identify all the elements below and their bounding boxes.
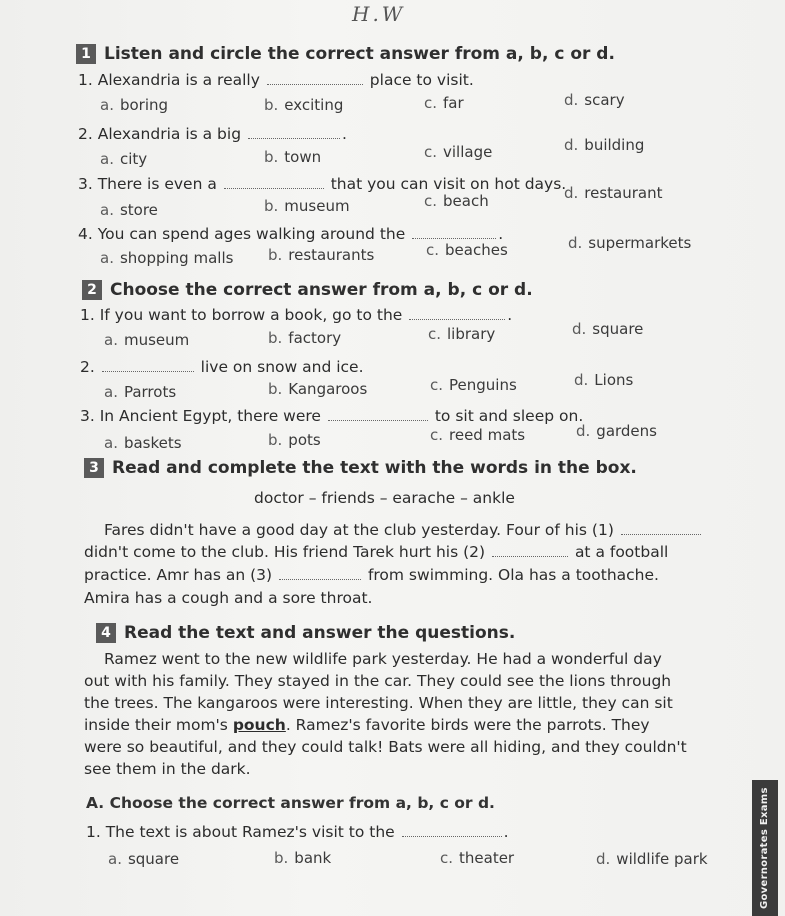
s1-q1-option-d[interactable]: d. scary	[564, 91, 625, 109]
s2-q2-option-d[interactable]: d. Lions	[574, 371, 634, 389]
section-3-title: Read and complete the text with the words in the box.	[112, 458, 637, 478]
section-2-title: Choose the correct answer from a, b, c or d.	[110, 280, 533, 300]
s1-q4-blank[interactable]	[412, 224, 496, 239]
s2-q1-option-c[interactable]: c. library	[428, 325, 496, 343]
s4-question-1	[86, 822, 509, 841]
s1-q2-option-d[interactable]: d. building	[564, 136, 645, 154]
s4-q1-option-c[interactable]: c. theater	[440, 849, 515, 867]
s1-q4-option-c[interactable]: c. beaches	[426, 241, 508, 259]
s2-q2-option-c[interactable]: c. Penguins	[430, 376, 517, 394]
s1-q4-text-after: .	[498, 225, 504, 243]
handwritten-note: H.W	[352, 2, 406, 26]
s4-q1-text: 1. The text is about Ramez's visit to the	[86, 823, 395, 841]
s4-q1-option-d[interactable]: d. wildlife park	[596, 850, 708, 868]
s3-line-2: didn't come to the club. His friend Tarek hurt his (2) at a football	[84, 543, 669, 561]
s4-q1-option-a[interactable]: a. square	[108, 850, 180, 868]
watermark-strip: Governorates Exams	[752, 780, 778, 916]
s2-question-2	[80, 357, 364, 376]
s1-q1-option-c[interactable]: c. far	[424, 94, 464, 112]
s1-q2-option-b[interactable]: b. town	[264, 148, 322, 166]
s2-q1-text: 1. If you want to borrow a book, go to the	[80, 306, 403, 324]
section-1-title: Listen and circle the correct answer from a, b, c or d.	[104, 44, 615, 64]
section-1-number: 1	[76, 44, 96, 64]
s2-q1-blank[interactable]	[409, 305, 505, 320]
s2-q3-text: 3. In Ancient Egypt, there were	[80, 407, 321, 425]
section-1-heading	[76, 44, 615, 64]
s1-q2-option-c[interactable]: c. village	[424, 143, 493, 161]
s1-q4-option-b[interactable]: b. restaurants	[268, 246, 375, 264]
s4-passage-line-4: inside their mom's pouch. Ramez's favorite birds were the parrots. They	[84, 716, 650, 734]
s1-question-3	[78, 174, 566, 193]
pouch-word: pouch	[232, 716, 286, 734]
s2-q3-option-b[interactable]: b. pots	[268, 431, 321, 449]
s4-q1-option-b[interactable]: b. bank	[274, 849, 332, 867]
s4-passage-line-1: Ramez went to the new wildlife park yesterday. He had a wonderful day	[104, 650, 662, 668]
s3-blank-2[interactable]	[492, 542, 568, 557]
s1-question-1	[78, 70, 474, 89]
s1-q3-option-d[interactable]: d. restaurant	[564, 184, 663, 202]
section-4-number: 4	[96, 623, 116, 643]
s1-q4-option-a[interactable]: a. shopping malls	[100, 249, 234, 267]
s2-q3-blank[interactable]	[328, 406, 428, 421]
s1-q3-blank[interactable]	[224, 174, 324, 189]
s2-q2-text: 2.	[80, 358, 95, 376]
s1-q3-text: 3. There is even a	[78, 175, 217, 193]
s1-q2-text-after: .	[341, 125, 347, 143]
s1-q1-text-after: place to visit.	[369, 71, 474, 89]
s3-line-1: Fares didn't have a good day at the club yesterday. Four of his (1)	[104, 520, 703, 542]
s1-q3-option-b[interactable]: b. museum	[264, 197, 350, 215]
s1-q1-text: 1. Alexandria is a really	[78, 71, 260, 89]
s3-line-3: practice. Amr has an (3) from swimming. Ola has a toothache.	[84, 566, 659, 584]
section-3-number: 3	[84, 458, 104, 478]
section-4-title: Read the text and answer the questions.	[124, 623, 516, 643]
section-2-number: 2	[82, 280, 102, 300]
word-box: doctor – friends – earache – ankle	[254, 489, 515, 507]
s1-q2-option-a[interactable]: a. city	[100, 150, 148, 168]
s1-q2-text: 2. Alexandria is a big	[78, 125, 242, 143]
s1-q4-text: 4. You can spend ages walking around the	[78, 225, 406, 243]
s2-q2-option-a[interactable]: a. Parrots	[104, 383, 177, 401]
s1-q4-option-d[interactable]: d. supermarkets	[568, 234, 692, 252]
s4-passage-line-6: see them in the dark.	[84, 760, 251, 778]
s2-q2-option-b[interactable]: b. Kangaroos	[268, 380, 368, 398]
s3-line-4: Amira has a cough and a sore throat.	[84, 589, 373, 607]
s2-q3-text-after: to sit and sleep on.	[434, 407, 584, 425]
s4-partA-title: A. Choose the correct answer from a, b, c or d.	[86, 794, 495, 812]
section-3-heading	[84, 458, 637, 478]
s4-passage-line-3: the trees. The kangaroos were interesting. When they are little, they can sit	[84, 694, 673, 712]
s2-question-3	[80, 406, 583, 425]
section-4-heading	[96, 623, 515, 643]
s2-q1-option-b[interactable]: b. factory	[268, 329, 342, 347]
s2-q2-text-after: live on snow and ice.	[200, 358, 364, 376]
s2-question-1	[80, 305, 512, 324]
s1-q1-blank[interactable]	[267, 70, 363, 85]
s2-q3-option-c[interactable]: c. reed mats	[430, 426, 526, 444]
s1-q3-text-after: that you can visit on hot days.	[330, 175, 567, 193]
s1-q3-option-a[interactable]: a. store	[100, 201, 158, 219]
s1-q3-option-c[interactable]: c. beach	[424, 192, 489, 210]
s2-q1-option-a[interactable]: a. museum	[104, 331, 190, 349]
s4-q1-text-after: .	[503, 823, 509, 841]
s1-q1-option-a[interactable]: a. boring	[100, 96, 169, 114]
s4-passage-line-2: out with his family. They stayed in the car. They could see the lions through	[84, 672, 672, 690]
s1-q1-option-b[interactable]: b. exciting	[264, 96, 344, 114]
s4-passage-line-5: were so beautiful, and they could talk! Bats were all hiding, and they couldn't	[84, 738, 687, 756]
s4-q1-blank[interactable]	[402, 822, 502, 837]
s2-q2-blank[interactable]	[102, 357, 194, 372]
section-2-heading	[82, 280, 533, 300]
s2-q1-option-d[interactable]: d. square	[572, 320, 644, 338]
s2-q1-text-after: .	[507, 306, 513, 324]
s1-q2-blank[interactable]	[248, 124, 340, 139]
s3-blank-3[interactable]	[279, 565, 361, 580]
s2-q3-option-a[interactable]: a. baskets	[104, 434, 182, 452]
s3-blank-1[interactable]	[621, 520, 701, 535]
s2-q3-option-d[interactable]: d. gardens	[576, 422, 657, 440]
s1-question-2	[78, 124, 347, 143]
